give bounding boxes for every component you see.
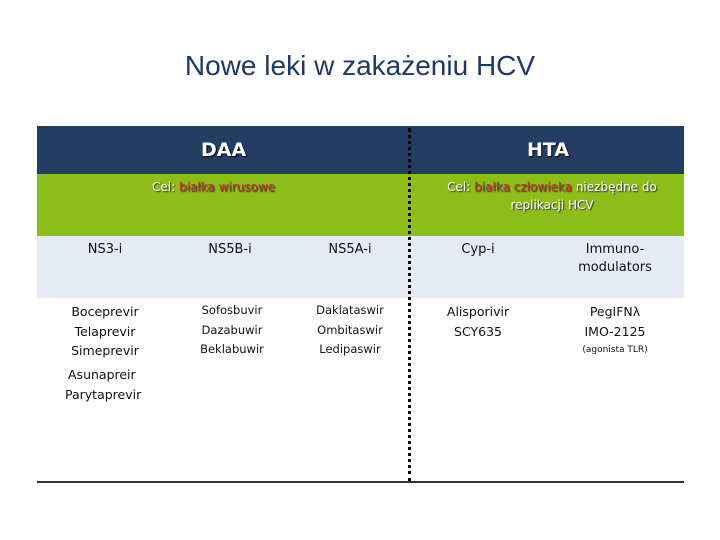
target-human-line2: replikacji HCV bbox=[510, 198, 594, 212]
list-item: Ledipaswir bbox=[319, 342, 381, 356]
list-item: Alisporivir bbox=[446, 304, 510, 319]
page-title: Nowe leki w zakażeniu HCV bbox=[184, 50, 536, 81]
header-daa: DAA bbox=[201, 139, 247, 161]
list-item: Asunapreir bbox=[68, 367, 136, 382]
drug-list-ns5b bbox=[172, 301, 292, 360]
list-item: Sofosbuvir bbox=[201, 303, 263, 317]
table-bottom-rule bbox=[37, 481, 684, 483]
drug-list-cyp bbox=[418, 302, 538, 341]
daa-hta-divider bbox=[408, 128, 411, 482]
list-item: Simeprevir bbox=[71, 343, 139, 358]
column-header-cyp: Cyp-i bbox=[461, 242, 495, 257]
header-hta: HTA bbox=[527, 139, 570, 161]
list-item: SCY635 bbox=[454, 323, 502, 339]
column-header-immuno: Immuno- modulators bbox=[578, 242, 652, 275]
column-header-ns3: NS3-i bbox=[87, 242, 123, 257]
list-item: Beklabuwir bbox=[200, 342, 264, 356]
header-bar bbox=[37, 126, 684, 174]
list-item: Daklataswir bbox=[316, 303, 384, 317]
column-header-ns5a: NS5A-i bbox=[328, 242, 372, 257]
column-header-ns5b: NS5B-i bbox=[208, 242, 252, 257]
target-human-line1: Cel: białka człowieka niezbędne do bbox=[447, 180, 657, 194]
list-item: Telaprevir bbox=[74, 323, 136, 339]
target-viral: Cel: białka wirusowe bbox=[152, 180, 276, 194]
list-item: Boceprevir bbox=[71, 304, 139, 319]
list-item: Parytaprevir bbox=[65, 386, 142, 402]
list-item: Ombitaswir bbox=[317, 322, 383, 337]
list-item: PegIFNλ bbox=[589, 304, 641, 319]
immuno-note: (agonista TLR) bbox=[582, 345, 648, 355]
drug-list-immuno bbox=[555, 302, 675, 361]
drug-list-ns3 bbox=[45, 302, 165, 361]
target-row bbox=[37, 174, 684, 236]
list-item: Dazabuwir bbox=[201, 322, 263, 337]
drug-list-ns5a bbox=[290, 301, 410, 360]
list-item: IMO-2125 bbox=[584, 323, 646, 339]
target-human bbox=[417, 178, 687, 214]
drug-list-ns3-extra bbox=[40, 365, 160, 404]
